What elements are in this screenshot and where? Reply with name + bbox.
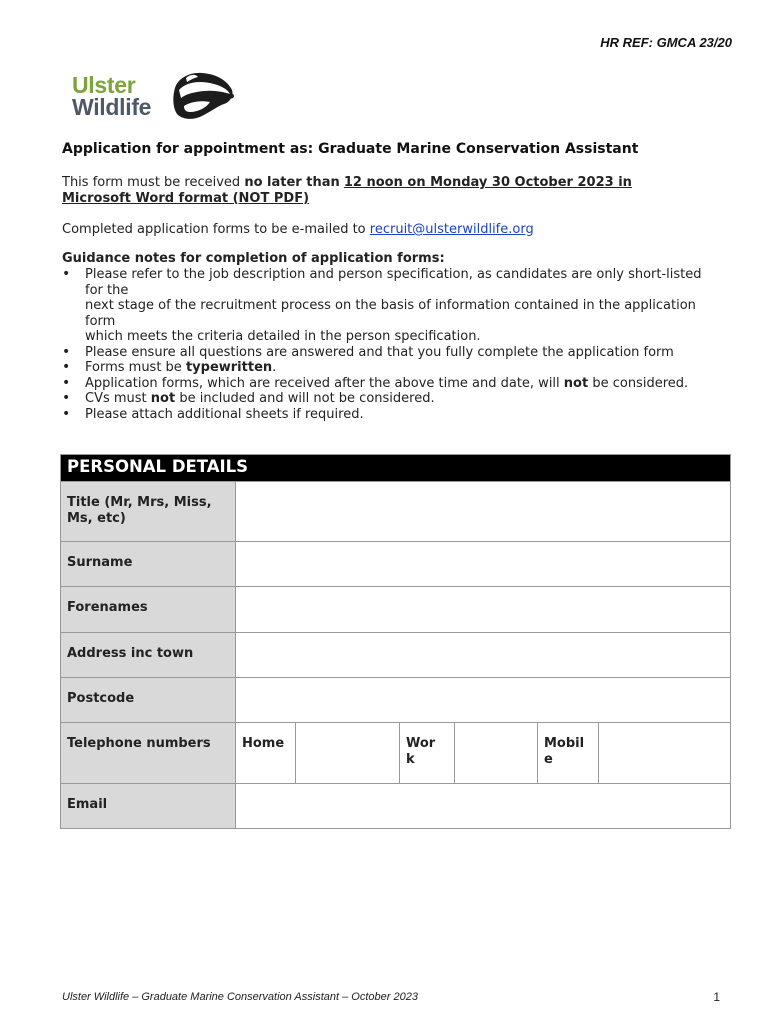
address-label: Address inc town — [61, 633, 236, 678]
mobile-phone-label — [538, 723, 599, 784]
logo-line-wildlife: Wildlife — [72, 94, 152, 120]
guidance-text: Application forms, which are received after the above time and date, will — [85, 375, 564, 391]
ulster-wildlife-logo — [72, 70, 237, 122]
deadline-date-line1: 12 noon on Monday 30 October 2023 in — [343, 175, 632, 190]
home-phone-label: Home — [236, 723, 296, 784]
mobile-phone-field[interactable] — [599, 723, 731, 784]
guidance-item-line: for the — [85, 282, 129, 298]
guidance-text: Forms must be — [85, 360, 186, 375]
logo-line-ulster: Ulster — [72, 72, 136, 98]
work-label-line: Wor — [406, 736, 436, 751]
guidance-text: be included and will not be considered. — [175, 391, 435, 406]
footer-text: Ulster Wildlife – Graduate Marine Conservation Assistant – October 2023 — [62, 991, 418, 1003]
guidance-text: be considered. — [588, 375, 689, 391]
guidance-item-specification — [62, 267, 762, 345]
guidance-bold: typewritten — [185, 360, 273, 375]
title-field[interactable] — [236, 482, 731, 542]
surname-label: Surname — [61, 542, 236, 587]
guidance-bold: not — [563, 375, 589, 391]
guidance-item-answer-all: • Please ensure all questions are answered and that you fully complete the application form — [62, 345, 762, 361]
guidance-text: CVs must — [85, 391, 151, 406]
deadline-notice — [62, 175, 632, 206]
guidance-item-typewritten — [62, 360, 762, 376]
guidance-text: . — [272, 360, 277, 375]
home-phone-field[interactable] — [296, 723, 400, 784]
hr-reference: HR REF: GMCA 23/20 — [600, 35, 732, 50]
guidance-list — [62, 267, 762, 422]
guidance-item-line: which meets the criteria detailed in the person specification. — [85, 329, 481, 344]
title-label: Title (Mr, Mrs, Miss, Ms, etc) — [61, 482, 236, 542]
guidance-heading: Guidance notes for completion of application forms: — [62, 251, 445, 266]
guidance-item-line: Please refer to the job description and person specification, as candidates are only short-listed — [85, 267, 702, 282]
postcode-label: Postcode — [61, 678, 236, 723]
forenames-field[interactable] — [236, 587, 731, 633]
email-label: Email — [61, 784, 236, 829]
work-phone-label — [400, 723, 455, 784]
mobile-label-line: Mobil — [544, 736, 585, 751]
email-instruction — [62, 222, 534, 238]
guidance-bold: not — [150, 391, 176, 406]
page-title: Application for appointment as: Graduate Marine Conservation Assistant — [62, 141, 639, 157]
mobile-label-line: e — [544, 752, 553, 767]
guidance-item-line: form — [85, 313, 116, 329]
deadline-prefix: This form must be received — [62, 175, 245, 190]
deadline-emphasis: no later than — [244, 175, 340, 190]
surname-field[interactable] — [236, 542, 731, 587]
guidance-item-late — [62, 376, 762, 392]
work-phone-field[interactable] — [455, 723, 538, 784]
email-field[interactable] — [236, 784, 731, 829]
forenames-label: Forenames — [61, 587, 236, 633]
telephone-label: Telephone numbers — [61, 723, 236, 784]
address-field[interactable] — [236, 633, 731, 678]
deadline-date-line2: Microsoft Word format (NOT PDF) — [62, 190, 310, 206]
personal-details-table — [60, 454, 731, 829]
badger-icon — [172, 70, 236, 122]
recruit-email-link[interactable]: recruit@ulsterwildlife.org — [369, 222, 534, 237]
logo-wordmark — [72, 74, 151, 118]
page-number: 1 — [713, 990, 720, 1004]
personal-details-heading: PERSONAL DETAILS — [61, 455, 731, 482]
guidance-item-line: next stage of the recruitment process on the basis of information contained in the application — [85, 298, 696, 313]
guidance-item-additional-sheets: • Please attach additional sheets if required. — [62, 407, 762, 423]
email-instruction-text: Completed application forms to be e-mailed to — [62, 222, 370, 237]
guidance-item-cvs — [62, 391, 762, 407]
work-label-line: k — [406, 752, 415, 767]
postcode-field[interactable] — [236, 678, 731, 723]
